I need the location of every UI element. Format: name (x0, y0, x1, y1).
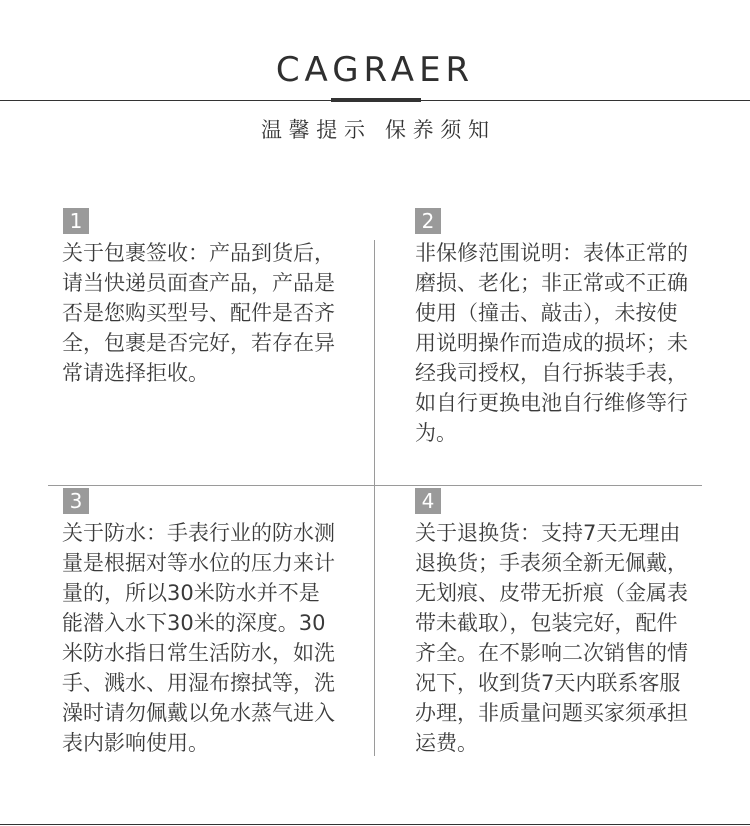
section-2-number-badge: 2 (415, 208, 441, 234)
vertical-divider (374, 240, 375, 756)
section-3-text: 关于防水：手表行业的防水测量是根据对等水位的压力来计量的，所以30米防水并不是能潜入水下30米的深度。30米防水指日常生活防水，如洗手、溅水、用湿布擦拭等，洗澡时请勿佩戴以免水蒸气进入表内影响使用。 (62, 521, 335, 755)
section-1-text: 关于包裹签收：产品到货后，请当快递员面查产品，产品是否是您购买型号、配件是否齐全，包裹是否完好，若存在异常请选择拒收。 (62, 241, 335, 385)
page-subtitle: 温 馨 提 示 保 养 须 知 (260, 118, 490, 142)
section-2-text: 非保修范围说明：表体正常的磨损、老化；非正常或不正确使用（撞击、敲击），未按使用说明操作而造成的损坏；未经我司授权，自行拆装手表，如自行更换电池自行维修等行为。 (415, 241, 688, 445)
brand-title: CAGRAER (275, 50, 475, 90)
horizontal-divider (48, 485, 702, 486)
header-accent-bar (331, 98, 421, 102)
section-3-number-badge: 3 (63, 488, 89, 514)
section-4-number-badge: 4 (415, 488, 441, 514)
section-4-text: 关于退换货：支持7天无理由退换货；手表须全新无佩戴，无划痕、皮带无折痕（金属表带未截取），包装完好，配件齐全。在不影响二次销售的情况下，收到货7天内联系客服办理，非质量问题买家须承担运费。 (415, 521, 688, 755)
footer-divider (0, 824, 750, 825)
section-1-number-badge: 1 (63, 208, 89, 234)
